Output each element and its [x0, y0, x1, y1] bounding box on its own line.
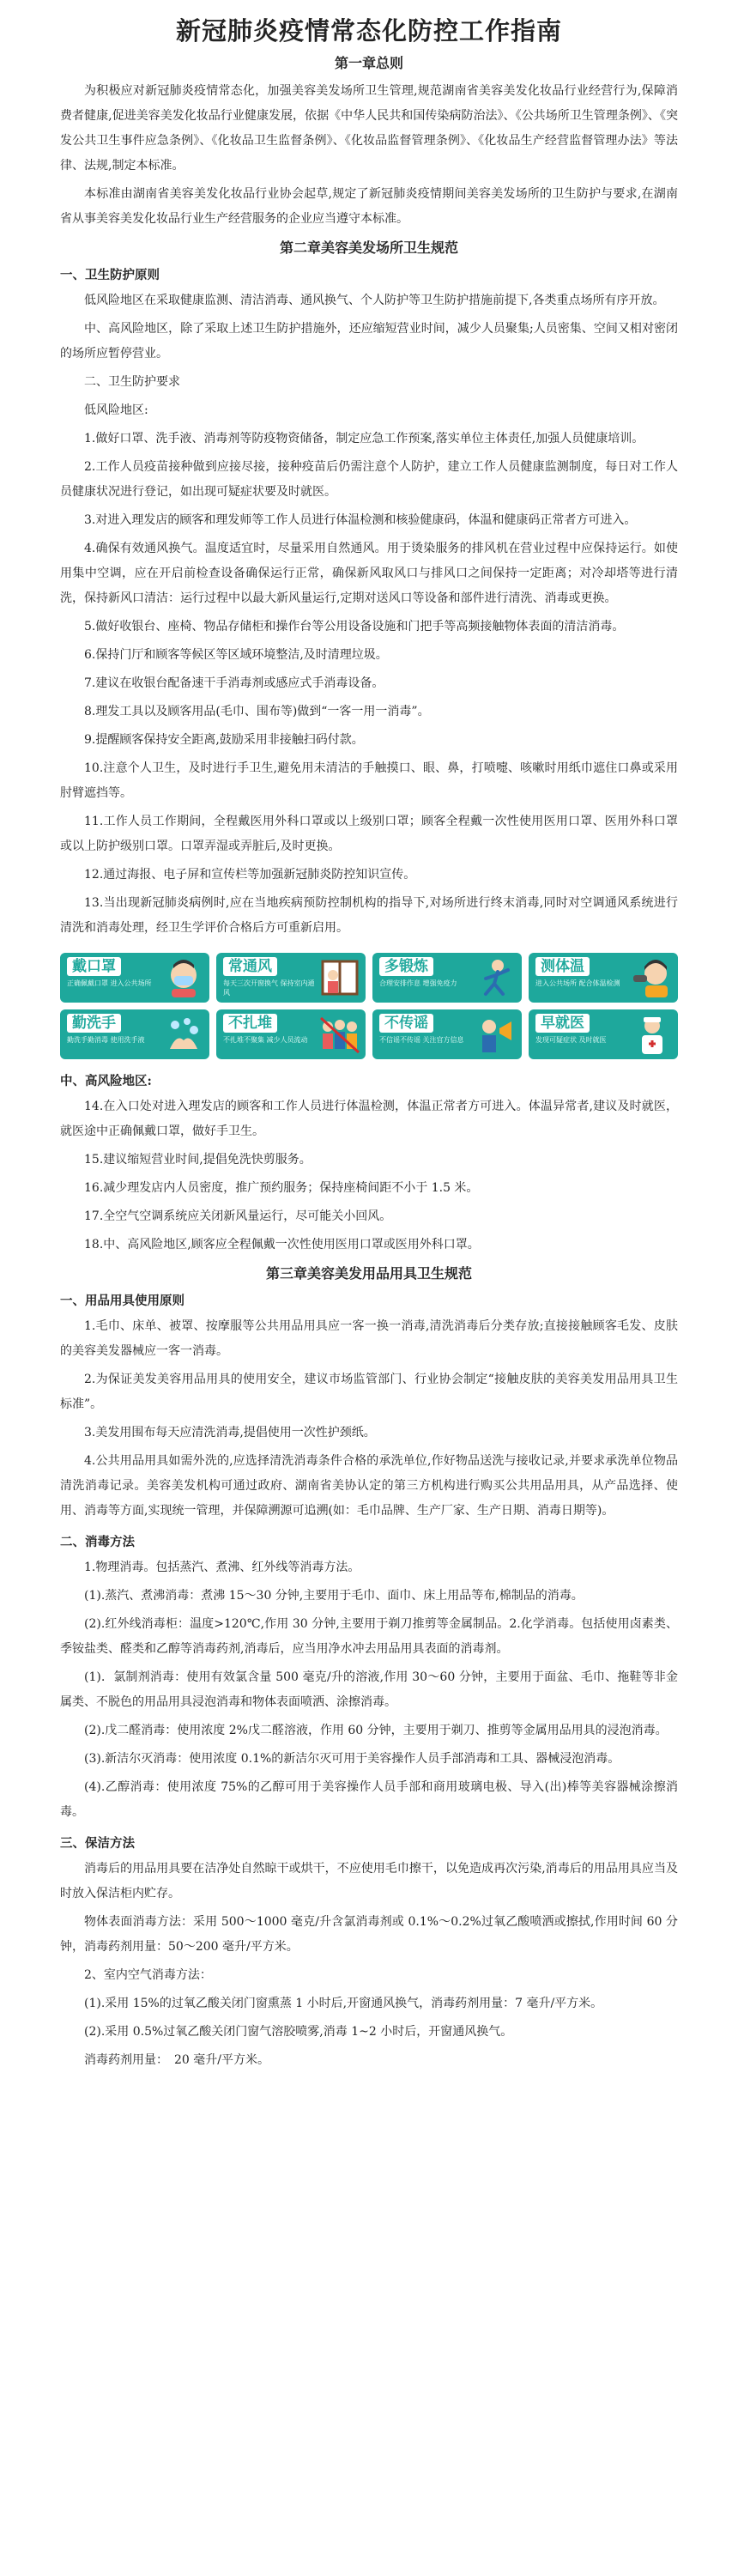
paragraph: 消毒后的用品用具要在洁净处自然晾干或烘干，不应使用毛巾擦干，以免造成再次污染,消毒后的用品用具应当及时放入保洁柜内贮存。 — [60, 1862, 678, 1900]
paragraph: (4).乙醇消毒：使用浓度 75%的乙醇可用于美容操作人员手部和商用玻璃电极、导入(出)棒等美容器械涂擦消毒。 — [60, 1780, 678, 1819]
list-item: 3.美发用围布每天应清洗消毒,提倡使用一次性护颈纸。 — [84, 1426, 376, 1440]
card-title: 常通风 — [223, 957, 277, 976]
card-subtitle: 不扎堆不聚集 减少人员流动 — [223, 1036, 308, 1044]
banner-card — [60, 953, 209, 1003]
card-subtitle: 不信谣不传谣 关注官方信息 — [379, 1036, 464, 1044]
section-heading: 一、卫生防护原则 — [60, 268, 160, 282]
card-subtitle: 正确佩戴口罩 进入公共场所 — [67, 979, 152, 987]
paragraph: 2、室内空气消毒方法： — [84, 1968, 212, 1982]
card-title: 测体温 — [535, 957, 590, 976]
list-item: 17.全空气空调系统应关闭新风量运行，尽可能关小回风。 — [84, 1209, 392, 1223]
chapter-2-heading: 第二章美容美发场所卫生规范 — [279, 239, 458, 256]
paragraph: 中、高风险地区，除了采取上述卫生防护措施外，还应缩短营业时间，减少人员聚集;人员密集、空间又相对密闭的场所应暂停营业。 — [60, 322, 678, 361]
list-item: 14.在入口处对进入理发店的顾客和工作人员进行体温检测，体温正常者方可进入。体温异常者,建议及时就医，就医途中正确佩戴口罩，做好手卫生。 — [60, 1100, 678, 1138]
paragraph: 为积极应对新冠肺炎疫情常态化，加强美容美发场所卫生管理,规范湖南省美容美发化妆品行业经营行为,保障消费者健康,促进美容美发化妆品行业健康发展，依据《中华人民共和国传染病防治法》、《公共场所卫生管理条例》、《突发公共卫生事件应急条例》、《化妆品卫生监督条例》、《化妆品监督管理条例》、《化妆品生产经营监督管理办法》等法律、法规,制定本标准。 — [60, 84, 678, 173]
paragraph: (2).红外线消毒柜：温度>120℃,作用 30 分钟,主要用于剃刀推剪等金属制品。2.化学消毒。包括使用卤素类、季铵盐类、醛类和乙醇等消毒药剂,消毒后，应当用净水冲去用品用具表面的消毒剂。 — [60, 1617, 678, 1656]
list-item: 13.当出现新冠肺炎病例时,应在当地疾病预防控制机构的指导下,对场所进行终末消毒,同时对空调通风系统进行清洗和消毒处理，经卫生学评价合格后方可重新启用。 — [60, 896, 678, 935]
section-heading: 三、保洁方法 — [60, 1836, 135, 1851]
banner-card — [372, 1009, 522, 1059]
crowd-icon — [318, 1015, 362, 1054]
list-item: 18.中、高风险地区,顾客应全程佩戴一次性使用医用口罩或医用外科口罩。 — [84, 1238, 480, 1252]
window-icon — [318, 958, 362, 997]
section-heading: 一、用品用具使用原则 — [60, 1294, 184, 1308]
list-item: 1.做好口罩、洗手液、消毒剂等防疫物资储备，制定应急工作预案,落实单位主体责任,加强人员健康培训。 — [84, 432, 644, 445]
paragraph: 低风险地区: — [84, 403, 148, 417]
section-heading: 二、消毒方法 — [60, 1535, 135, 1549]
banner-card — [216, 953, 366, 1003]
banner-card — [60, 1009, 209, 1059]
card-title: 早就医 — [535, 1014, 590, 1033]
paragraph: 消毒药剂用量： 20 毫升/平方米。 — [84, 2053, 269, 2067]
paragraph: (2).采用 0.5%过氧乙酸关闭门窗气溶胶喷雾,消毒 1~2 小时后，开窗通风换气。 — [84, 2025, 513, 2039]
paragraph: (2).戊二醛消毒：使用浓度 2%戊二醛溶液，作用 60 分钟，主要用于剃刀、推剪等金属用品用具的浸泡消毒。 — [84, 1724, 668, 1737]
card-subtitle: 合理安排作息 增强免疫力 — [379, 979, 457, 987]
card-title: 不传谣 — [379, 1014, 433, 1033]
card-subtitle: 勤洗手勤消毒 使用洗手液 — [67, 1036, 145, 1044]
paragraph: 1.物理消毒。包括蒸汽、煮沸、红外线等消毒方法。 — [84, 1561, 360, 1574]
paragraph: (1)．氯制剂消毒：使用有效氯含量 500 毫克/升的溶液,作用 30～60 分钟，主要用于面盆、毛巾、拖鞋等非金属类、不脱色的用品用具浸泡消毒和物体表面喷洒、涂擦消毒。 — [60, 1670, 678, 1709]
list-item: 15.建议缩短营业时间,提倡免洗快剪服务。 — [84, 1153, 312, 1167]
card-title: 戴口罩 — [67, 957, 121, 976]
list-item: 4.确保有效通风换气。温度适宜时，尽量采用自然通风。用于烫染服务的排风机在营业过程中应保持运行。如使用集中空调，应在开启前检查设备确保运行正常，确保新风取风口与排风口之间保持一定距离；对冷却塔等进行清洗，保持新风口清洁：运行过程中以最大新风量运行,定期对送风口等设备和部件进行清洗、消毒或更换。 — [60, 542, 678, 605]
card-subtitle: 进入公共场所 配合体温检测 — [535, 979, 620, 987]
speaker-icon — [474, 1015, 518, 1054]
list-item: 1.毛巾、床单、被罩、按摩服等公共用品用具应一客一换一消毒,清洗消毒后分类存放;直接接触顾客毛发、皮肤的美容美发器械应一客一消毒。 — [60, 1319, 678, 1358]
banner-card — [372, 953, 522, 1003]
card-subtitle: 发现可疑症状 及时就医 — [535, 1036, 607, 1044]
list-item: 4.公共用品用具如需外洗的,应选择清洗消毒条件合格的承洗单位,作好物品送洗与接收记录,并要求承洗单位物品清洗消毒记录。美容美发机构可通过政府、湖南省美协认定的第三方机构进行购买公共用品用具，从产品选择、使用、消毒等方面,实现统一管理，并保障溯源可追溯(如：毛巾品牌、生产厂家、生产日期、消毒日期等)。 — [60, 1454, 678, 1518]
list-item: 2.工作人员疫苗接种做到应接尽接，接种疫苗后仍需注意个人防护，建立工作人员健康监测制度，每日对工作人员健康状况进行登记，如出现可疑症状要及时就医。 — [60, 460, 678, 499]
exercise-icon — [474, 958, 518, 997]
doctor-icon — [630, 1015, 674, 1054]
paragraph: 低风险地区在采取健康监测、清洁消毒、通风换气、个人防护等卫生防护措施前提下,各类重点场所有序开放。 — [84, 294, 665, 307]
list-item: 9.提醒顾客保持安全距离,鼓励采用非接触扫码付款。 — [84, 733, 364, 747]
list-item: 8.理发工具以及顾客用品(毛巾、围布等)做到“一客一用一消毒”。 — [84, 705, 430, 718]
chapter-1-heading: 第一章总则 — [334, 55, 403, 71]
list-item: 16.减少理发店内人员密度，推广预约服务；保持座椅间距不小于 1.5 米。 — [84, 1181, 479, 1195]
list-item: 7.建议在收银台配备速干手消毒剂或感应式手消毒设备。 — [84, 676, 384, 690]
paragraph: 本标准由湖南省美容美发化妆品行业协会起草,规定了新冠肺炎疫情期间美容美发场所的卫生防护与要求,在湖南省从事美容美发化妆品行业生产经营服务的企业应当遵守本标准。 — [60, 187, 678, 226]
prevention-banner — [60, 953, 678, 1059]
list-item: 12.通过海报、电子屏和宣传栏等加强新冠肺炎防控知识宣传。 — [84, 868, 416, 882]
list-item: 3.对进入理发店的顾客和理发师等工作人员进行体温检测和核验健康码，体温和健康码正常者方可进入。 — [84, 513, 637, 527]
paragraph: 二、卫生防护要求 — [84, 375, 180, 389]
banner-card — [216, 1009, 366, 1059]
handwash-icon — [161, 1015, 206, 1054]
paragraph: (1).蒸汽、煮沸消毒：煮沸 15～30 分钟,主要用于毛巾、面巾、床上用品等布,棉制品的消毒。 — [84, 1589, 584, 1603]
card-title: 多锻炼 — [379, 957, 433, 976]
card-subtitle: 每天三次开窗换气 保持室内通风 — [223, 979, 315, 997]
thermometer-icon — [630, 958, 674, 997]
card-title: 勤洗手 — [67, 1014, 121, 1033]
list-item: 2.为保证美发美容用品用具的使用安全，建议市场监管部门、行业协会制定“接触皮肤的美容美发用品用具卫生标准”。 — [60, 1373, 678, 1411]
section-heading: 中、高风险地区: — [60, 1074, 152, 1088]
doc-title: 新冠肺炎疫情常态化防控工作指南 — [175, 16, 562, 45]
mask-icon — [161, 958, 206, 997]
list-item: 10.注意个人卫生，及时进行手卫生,避免用未清洁的手触摸口、眼、鼻，打喷嚏、咳嗽时用纸巾遮住口鼻或采用肘臂遮挡等。 — [60, 761, 678, 800]
paragraph: 物体表面消毒方法：采用 500～1000 毫克/升含氯消毒剂或 0.1%～0.2%过氧乙酸喷洒或擦拭,作用时间 60 分钟，消毒药剂用量：50～200 毫升/平方米。 — [60, 1915, 678, 1954]
list-item: 6.保持门厅和顾客等候区等区域环境整洁,及时清理垃圾。 — [84, 648, 388, 662]
card-title: 不扎堆 — [223, 1014, 277, 1033]
paragraph: (1).采用 15%的过氧乙酸关闭门窗熏蒸 1 小时后,开窗通风换气，消毒药剂用量：7 毫升/平方米。 — [84, 1997, 603, 2010]
banner-card — [529, 953, 678, 1003]
chapter-3-heading: 第三章美容美发用品用具卫生规范 — [265, 1265, 472, 1282]
list-item: 5.做好收银台、座椅、物品存储柜和操作台等公用设备设施和门把手等高频接触物体表面的清洁消毒。 — [84, 620, 625, 633]
paragraph: (3).新洁尔灭消毒：使用浓度 0.1%的新洁尔灭可用于美容操作人员手部消毒和工具、器械浸泡消毒。 — [84, 1752, 620, 1766]
list-item: 11.工作人员工作期间，全程戴医用外科口罩或以上级别口罩；顾客全程戴一次性使用医用口罩、医用外科口罩或以上防护级别口罩。口罩弄湿或弄脏后,及时更换。 — [60, 815, 678, 853]
banner-card — [529, 1009, 678, 1059]
